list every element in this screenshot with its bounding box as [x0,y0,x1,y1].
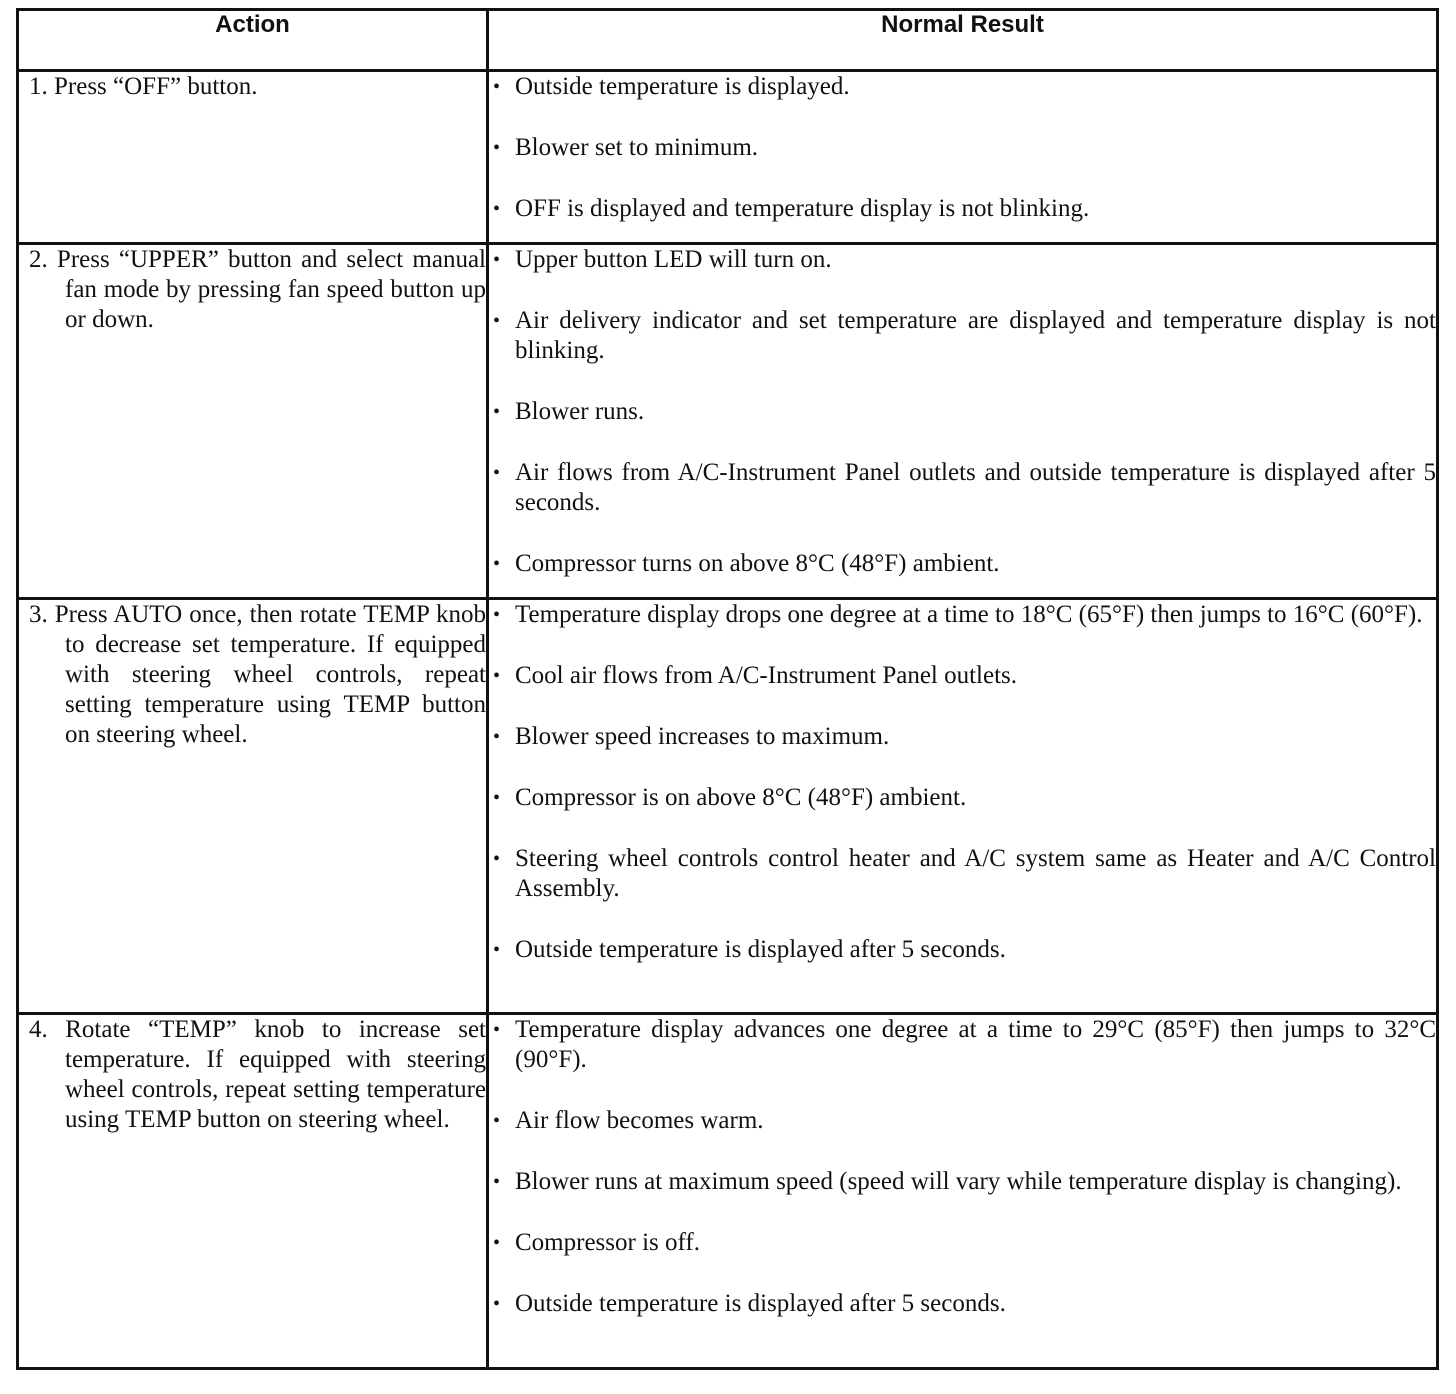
result-item: • Outside temperature is displayed. [493,73,850,100]
procedure-table [16,8,1439,1370]
result-item: • Cool air flows from A/C-Instrument Panel outlets. [493,662,1018,689]
result-item: • Upper button LED will turn on. [493,246,832,273]
result-item: • Steering wheel controls control heater and A/C system same as Heater and A/C Control Assembly. [493,845,1436,902]
header-action: Action [18,10,488,71]
table-row [18,244,1438,599]
result-item: • Compressor is off. [493,1229,700,1256]
table-header-row [18,10,1438,71]
result-cell [488,599,1438,1014]
table-row [18,1014,1438,1369]
action-text: 4. Rotate “TEMP” knob to increase set temperature. If equipped with steering wheel controls, repeat setting temperature using TEMP button on steering wheel. [29,1016,486,1133]
result-item: • Temperature display drops one degree at a time to 18°C (65°F) then jumps to 16°C (60°F). [493,601,1423,628]
result-item: • Compressor turns on above 8°C (48°F) ambient. [493,550,1000,577]
result-item: • Blower runs. [493,398,645,425]
action-cell [18,71,488,244]
result-cell [488,244,1438,599]
result-item: • OFF is displayed and temperature display is not blinking. [493,195,1090,222]
result-cell [488,71,1438,244]
action-cell [18,244,488,599]
action-text: 2. Press “UPPER” button and select manual fan mode by pressing fan speed button up or down. [29,246,486,333]
result-item: • Air flow becomes warm. [493,1107,764,1134]
result-item: • Outside temperature is displayed after 5 seconds. [493,936,1006,963]
action-text: 1. Press “OFF” button. [29,73,258,100]
result-item: • Blower speed increases to maximum. [493,723,890,750]
result-item: • Blower set to minimum. [493,134,759,161]
action-text: 3. Press AUTO once, then rotate TEMP knob to decrease set temperature. If equipped with steering wheel controls, repeat setting temperature using TEMP button on steering wheel. [29,601,486,748]
result-item: • Temperature display advances one degree at a time to 29°C (85°F) then jumps to 32°C (90°F). [493,1016,1436,1073]
action-cell [18,599,488,1014]
result-item: • Outside temperature is displayed after 5 seconds. [493,1290,1006,1317]
result-item: • Compressor is on above 8°C (48°F) ambient. [493,784,967,811]
result-item: • Air delivery indicator and set temperature are displayed and temperature display is not blinking. [493,307,1436,364]
result-item: • Air flows from A/C-Instrument Panel outlets and outside temperature is displayed after 5 seconds. [493,459,1436,516]
result-item: • Blower runs at maximum speed (speed will vary while temperature display is changing). [493,1168,1402,1195]
result-cell [488,1014,1438,1369]
table-row [18,71,1438,244]
header-normal-result: Normal Result [488,10,1438,71]
action-cell [18,1014,488,1369]
table-row [18,599,1438,1014]
